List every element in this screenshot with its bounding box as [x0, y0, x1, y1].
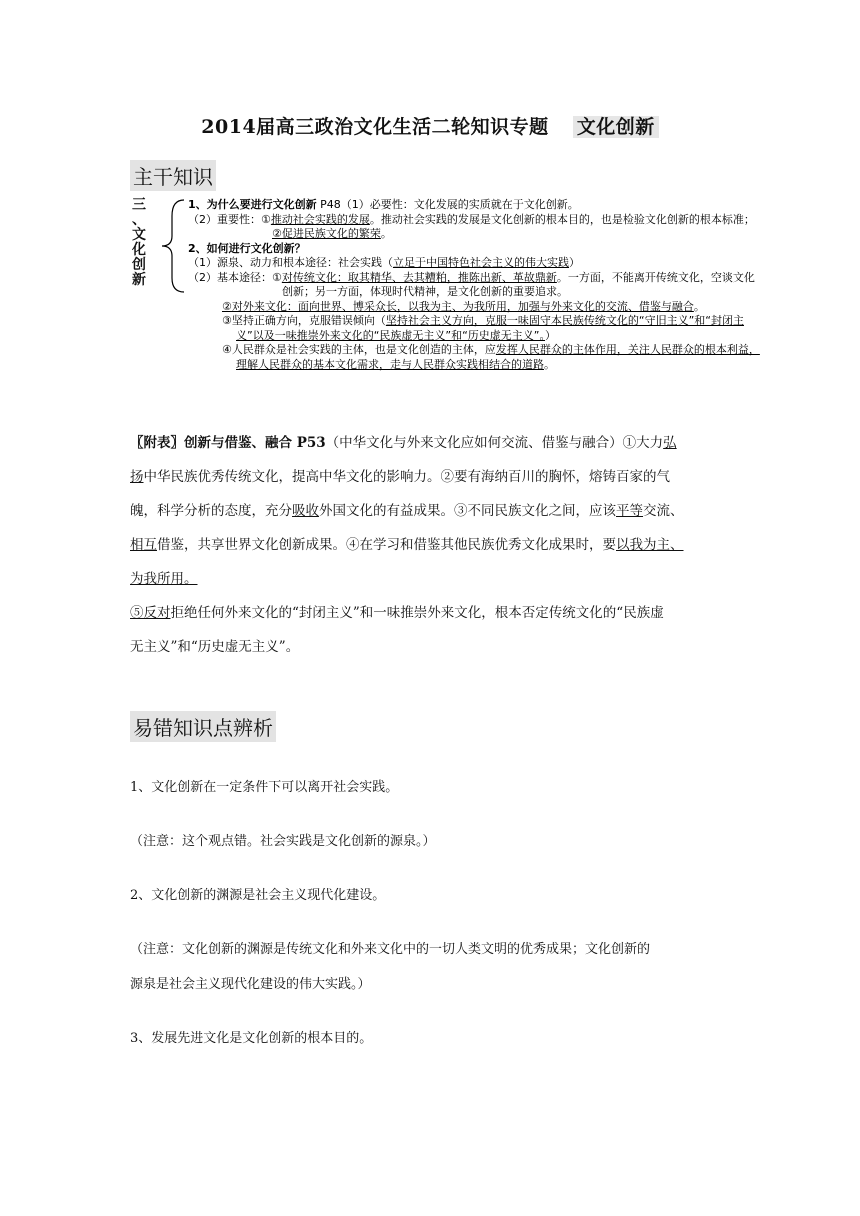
- mindmap-brace: [150, 196, 190, 296]
- error-note-2: （注意：文化创新的渊源是传统文化和外来文化中的一切人类文明的优秀成果；文化创新的: [130, 942, 651, 957]
- mindmap-line: [188, 227, 848, 242]
- appendix-underline: 相互: [130, 537, 157, 553]
- mindmap-line: [188, 271, 848, 286]
- mindmap-underline: ②对外来文化：面向世界、博采众长，以我为主、为我所用，加强与外来文化的交流、借鉴与融合: [222, 299, 694, 313]
- appendix-line: [130, 562, 740, 596]
- appendix-text: 借鉴，共享世界文化创新成果。④在学习和借鉴其他民族优秀文化成果时，要: [157, 537, 616, 553]
- mindmap-text: ③坚持正确方向，克服错误倾向（: [222, 314, 386, 327]
- appendix-paragraph: [130, 426, 740, 664]
- mindmap-text: 。: [544, 357, 555, 371]
- error-item-1: 1、文化创新在一定条件下可以离开社会实践。: [130, 780, 399, 795]
- error-note-1: （注意：这个观点错。社会实践是文化创新的源泉。）: [130, 834, 436, 849]
- mindmap-line: [188, 358, 848, 373]
- error-item-3: 3、发展先进文化是文化创新的根本目的。: [130, 1031, 373, 1046]
- side-char: 文: [132, 227, 146, 243]
- side-char: 三: [132, 197, 146, 213]
- mindmap-line: [188, 343, 848, 358]
- side-char: 、: [132, 212, 146, 228]
- mindmap-content: [188, 198, 848, 372]
- appendix-underline: 以我为主、: [616, 537, 684, 553]
- page-title: [150, 112, 710, 139]
- appendix-line: [130, 426, 740, 460]
- mindmap-text: ）: [545, 328, 556, 342]
- mindmap-text: （1）源泉、动力和根本途径：社会实践（: [188, 256, 393, 269]
- mindmap-text: 。: [693, 299, 705, 313]
- appendix-line: [130, 460, 740, 494]
- appendix-underline: 吸收: [292, 503, 319, 519]
- mindmap-text: （2）重要性：①: [188, 212, 271, 226]
- mindmap-line: [188, 329, 848, 344]
- mindmap-line: 创新；另一方面，体现时代精神，是文化创新的重要追求。: [282, 285, 568, 298]
- side-char: 新: [132, 272, 146, 288]
- error-item-2: 2、文化创新的渊源是社会主义现代化建设。: [130, 888, 386, 903]
- mindmap-text: 。推动社会实践的发展是文化创新的根本目的，也是检验文化创新的根本标准；: [369, 212, 755, 226]
- appendix-underline: ⑤反对: [130, 605, 171, 621]
- mindmap-underline: ②促进民族文化的繁荣: [272, 227, 381, 240]
- section-heading-main-knowledge: [130, 160, 216, 191]
- side-char: 化: [132, 242, 146, 258]
- appendix-line: [130, 596, 740, 630]
- appendix-line: [130, 528, 740, 562]
- section-heading-text: 易错知识点辨析: [133, 716, 273, 740]
- title-main: 2014届高三政治文化生活二轮知识专题: [201, 116, 549, 138]
- mindmap-line: [188, 300, 848, 315]
- appendix-text: 中华民族优秀传统文化，提高中华文化的影响力。②要有海纳百川的胸怀，熔铸百家的气: [143, 469, 670, 485]
- appendix-text: 外国文化的有益成果。③不同民族文化之间，应该: [319, 503, 616, 519]
- appendix-text: 拒绝任何外来文化的“封闭主义”和一味推崇外来文化，根本否定传统文化的“民族虚: [170, 605, 664, 621]
- mindmap-text: ）: [569, 256, 580, 269]
- title-topic: 文化创新: [573, 116, 659, 138]
- appendix-text: 交流、: [643, 503, 684, 519]
- mindmap-side-title: [130, 198, 148, 288]
- appendix-underline: 平等: [616, 503, 643, 519]
- mindmap-underline: 坚持社会主义方向，克服一味固守本民族传统文化的“守旧主义”和“封闭主: [385, 314, 744, 327]
- appendix-underline: 扬: [130, 469, 144, 485]
- mindmap-text: 。一方面，不能离开传统文化，空谈文化: [556, 270, 755, 284]
- appendix-text: （中华文化与外来文化应如何交流、借鉴与融合）①大力: [325, 435, 664, 451]
- mindmap-underline: 对传统文化：取其精华、去其糟粕，推陈出新、革故鼎新: [281, 270, 557, 284]
- mindmap-text: ④人民群众是社会实践的主体，也是文化创造的主体，应: [222, 343, 496, 356]
- appendix-underline: 为我所用。: [130, 571, 198, 587]
- mindmap-text: 。: [380, 227, 392, 240]
- error-note-2-cont: 源泉是社会主义现代化建设的伟大实践。）: [130, 977, 371, 992]
- mindmap-q1: 1、为什么要进行文化创新: [188, 198, 317, 211]
- mindmap-line: [188, 198, 848, 213]
- mindmap-q2: 2、如何进行文化创新？: [188, 241, 306, 255]
- mindmap-line: [188, 314, 848, 329]
- appendix-label: 〖附表〗创新与借鉴、融合 P53: [130, 435, 326, 451]
- mindmap-underline: 义”以及一味推崇外来文化的“民族虚无主义”和“历史虚无主义”。: [236, 328, 545, 342]
- appendix-text: 魄，科学分析的态度，充分: [130, 503, 292, 519]
- appendix-line: 无主义”和“历史虚无主义”。: [130, 639, 300, 655]
- mindmap-line: [188, 213, 848, 228]
- side-char: 创: [132, 257, 146, 273]
- section-heading-error-points: [130, 711, 276, 742]
- mindmap-underline: 立足于中国特色社会主义的伟大实践: [393, 256, 569, 269]
- mindmap-underline: 发挥人民群众的主体作用，关注人民群众的根本利益，: [495, 343, 760, 356]
- mindmap-text: （2）基本途径：①: [188, 270, 282, 284]
- mindmap-q1-ref: P48（1）必要性：文化发展的实质就在于文化创新。: [320, 198, 579, 211]
- mindmap-underline: 理解人民群众的基本文化需求，走与人民群众实践相结合的道路: [236, 357, 544, 371]
- appendix-underline: 弘: [663, 435, 677, 451]
- section-heading-text: 主干知识: [133, 165, 213, 189]
- mindmap-line: [188, 256, 848, 271]
- mindmap-underline: 推动社会实践的发展: [270, 212, 370, 226]
- appendix-line: [130, 494, 740, 528]
